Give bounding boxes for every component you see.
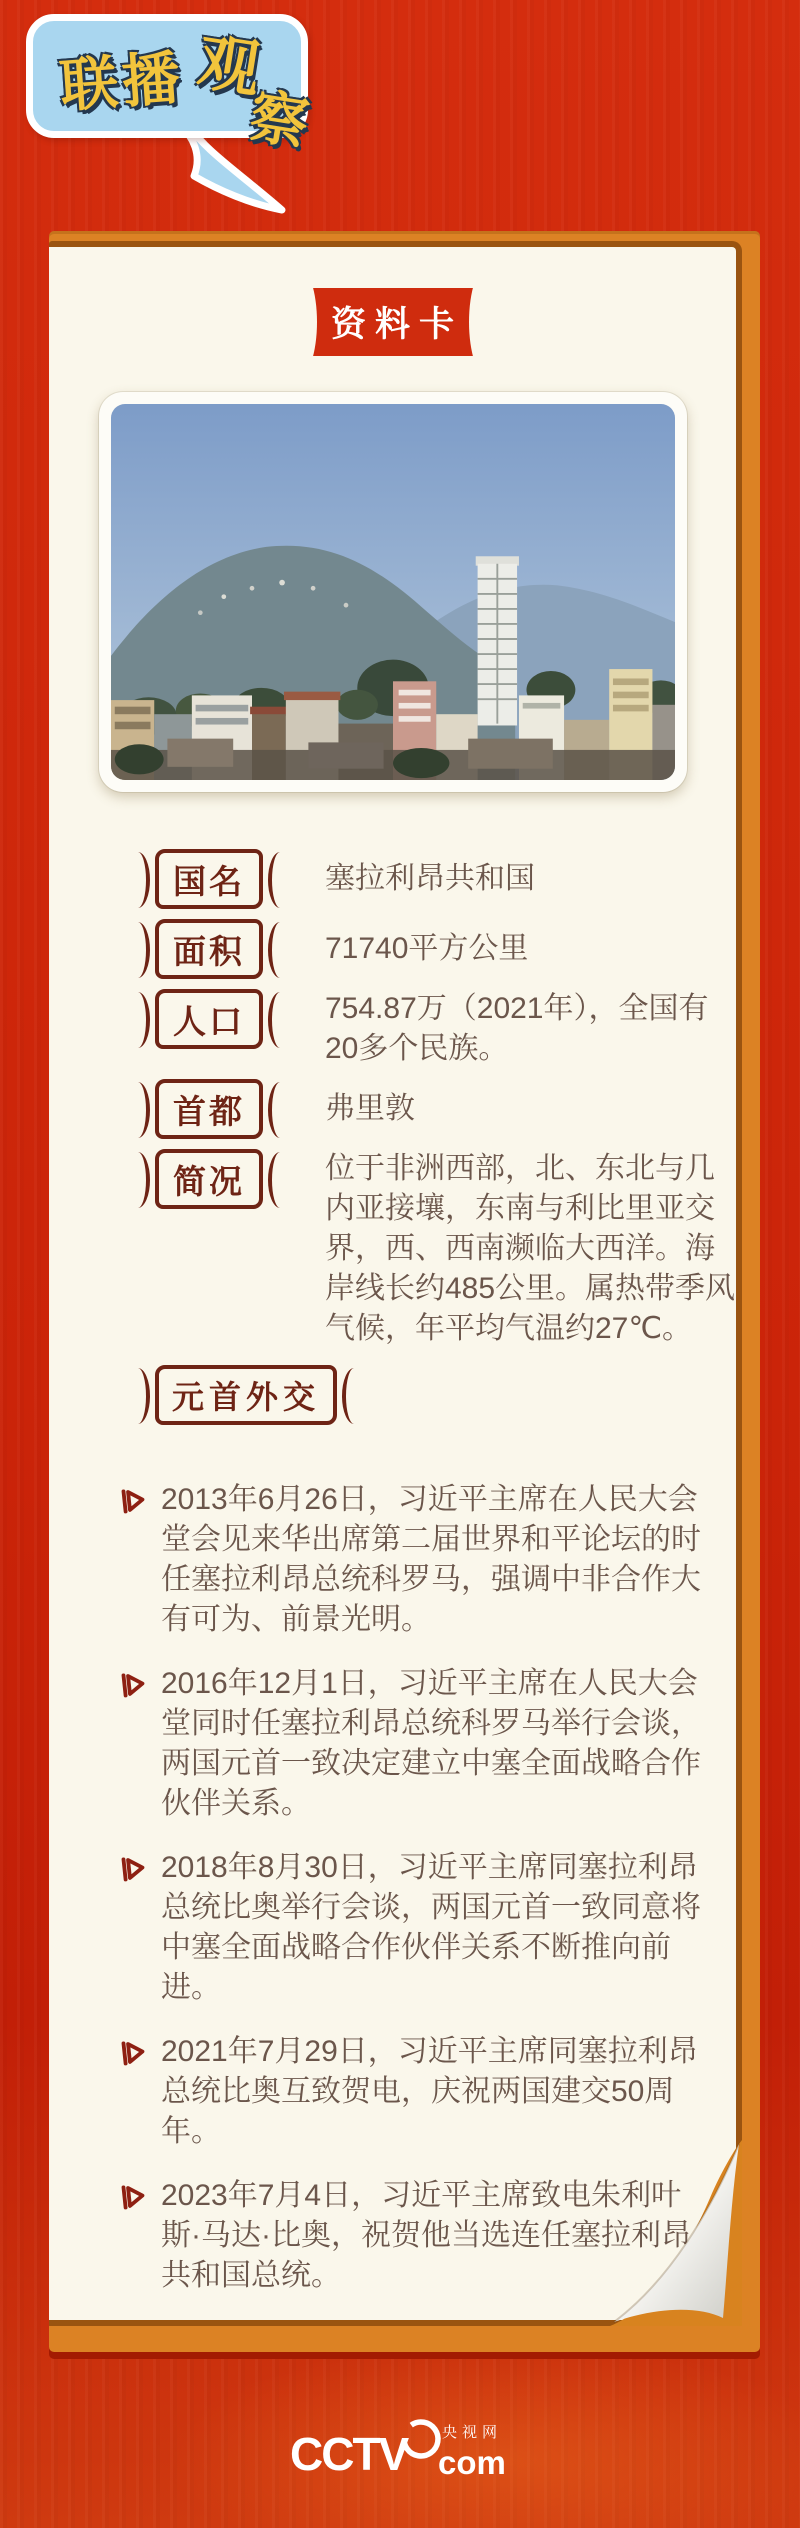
field-label-seal — [133, 919, 285, 979]
event-text: 2018年8月30日，习近平主席同塞拉利昂总统比奥举行会谈，两国元首一致同意将中塞全面战略合作伙伴关系不断推向前进。 — [161, 1851, 701, 2004]
field-value: 弗里敦 — [325, 1092, 415, 1125]
seal-bracket-left-icon — [133, 1152, 150, 1208]
seal-bracket-left-icon — [133, 852, 150, 908]
event-item — [120, 1848, 736, 2008]
event-text: 2023年7月4日，习近平主席致电朱利叶斯·马达·比奥，祝贺他当选连任塞拉利昂共和国总统。 — [161, 2179, 691, 2292]
seal-bracket-right-icon — [268, 1152, 285, 1208]
orange-backing-panel — [49, 231, 760, 2352]
seal-bracket-right-icon — [342, 1368, 359, 1424]
event-text: 2021年7月29日，习近平主席同塞拉利昂总统比奥互致贺电，庆祝两国建交50周年。 — [161, 2035, 698, 2148]
play-bullet-icon — [119, 2038, 149, 2068]
field-label-seal — [133, 989, 285, 1049]
field-value: 位于非洲西部，北、东北与几内亚接壤，东南与利比里亚交界，西、西南濒临大西洋。海岸线长约485公里。属热带季风气候，年平均气温约27℃。 — [325, 1152, 736, 1345]
seal-bracket-left-icon — [133, 922, 150, 978]
logo-text-lianbo: 联播 — [57, 45, 187, 120]
section-title-row — [133, 1365, 736, 1425]
section-title: 元首外交 — [155, 1365, 337, 1425]
page-curl-icon — [610, 2140, 742, 2326]
fields-list — [133, 849, 736, 1349]
program-logo — [26, 14, 356, 254]
field-value: 塞拉利昂共和国 — [325, 862, 535, 895]
card-title-badge — [302, 288, 484, 356]
field-label: 面积 — [155, 919, 263, 979]
field-label-seal — [133, 1149, 285, 1209]
field-row-overview — [133, 1149, 736, 1349]
freetown-cityscape-photo — [111, 404, 675, 780]
seal-bracket-right-icon — [268, 922, 285, 978]
cctv-logo — [290, 2412, 510, 2492]
event-item — [120, 2032, 736, 2152]
field-value: 754.87万（2021年），全国有20多个民族。 — [325, 992, 709, 1065]
play-bullet-icon — [119, 1670, 149, 1700]
card-title: 资料卡 — [330, 305, 463, 344]
event-item — [120, 1480, 736, 1640]
field-label: 人口 — [155, 989, 263, 1049]
cctv-logo-text: CCTV — [290, 2428, 408, 2480]
event-text: 2016年12月1日，习近平主席在人民大会堂同时任塞拉利昂总统科罗马举行会谈，两国元首一致决定建立中塞全面战略合作伙伴关系。 — [161, 1667, 701, 1820]
logo-text-cha: 察 — [245, 83, 313, 158]
info-card — [49, 241, 742, 2326]
seal-bracket-left-icon — [133, 992, 150, 1048]
play-bullet-icon — [119, 1854, 149, 1884]
section-title-seal — [133, 1365, 359, 1425]
field-row-capital — [133, 1079, 736, 1139]
field-label: 首都 — [155, 1079, 263, 1139]
seal-bracket-right-icon — [268, 1082, 285, 1138]
cityscape-illustration — [111, 404, 675, 780]
field-label-seal — [133, 849, 285, 909]
field-label: 简况 — [155, 1149, 263, 1209]
cctv-logo-cn-text: 央视网 — [442, 2424, 503, 2441]
field-row-area — [133, 919, 736, 979]
play-bullet-icon — [119, 2182, 149, 2212]
field-row-population — [133, 989, 736, 1069]
logo-text-guan: 观 — [193, 27, 266, 106]
field-value: 71740平方公里 — [325, 932, 529, 965]
cctv-logo-com-text: com — [438, 2444, 506, 2481]
seal-bracket-right-icon — [268, 852, 285, 908]
event-text: 2013年6月26日，习近平主席在人民大会堂会见来华出席第二届世界和平论坛的时任塞拉利昂总统科罗马，强调中非合作大有可为、前景光明。 — [161, 1483, 701, 1636]
event-item — [120, 1664, 736, 1824]
seal-bracket-left-icon — [133, 1082, 150, 1138]
seal-bracket-left-icon — [133, 1368, 150, 1424]
field-label: 国名 — [155, 849, 263, 909]
photo-frame — [99, 392, 687, 792]
play-bullet-icon — [119, 1486, 149, 1516]
seal-bracket-right-icon — [268, 992, 285, 1048]
field-row-country — [133, 849, 736, 909]
field-label-seal — [133, 1079, 285, 1139]
footer — [0, 2412, 800, 2492]
